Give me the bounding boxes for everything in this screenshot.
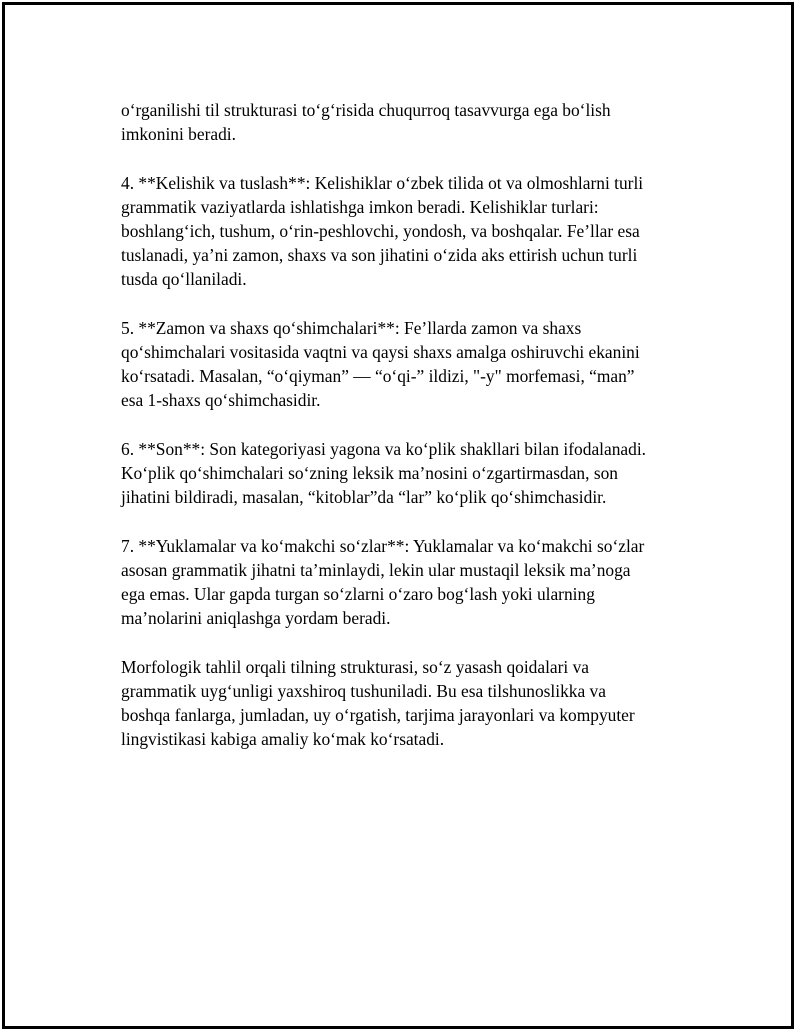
page-frame — [2, 2, 794, 1029]
text-line: tusda qo‘llaniladi. — [121, 269, 247, 290]
document-body — [121, 98, 696, 776]
paragraph-item-7 — [121, 534, 696, 631]
text-line: boshlang‘ich, tushum, o‘rin-peshlovchi, yondosh, va boshqalar. Fe’llar esa — [121, 221, 640, 241]
text-line: o‘rganilishi til strukturasi to‘g‘risida chuqurroq tasavvurga ega bo‘lish — [121, 100, 611, 120]
text-line: lingvistikasi kabiga amaliy ko‘mak ko‘rsatadi. — [121, 729, 445, 750]
paragraph-item-4 — [121, 171, 696, 292]
text-line: Ko‘plik qo‘shimchalari so‘zning leksik ma’nosini o‘zgartirmasdan, son — [121, 463, 618, 483]
text-line: ega emas. Ular gapda turgan so‘zlarni o‘zaro bog‘lash yoki ularning — [121, 584, 595, 604]
text-line: 4. **Kelishik va tuslash**: Kelishiklar o‘zbek tilida ot va olmoshlarni turli — [121, 172, 644, 193]
text-line: tuslanadi, ya’ni zamon, shaxs va son jihatini o‘zida aks ettirish uchun turli — [121, 245, 638, 266]
text-line: qo‘shimchalari vositasida vaqtni va qaysi shaxs amalga oshiruvchi ekanini — [121, 342, 640, 362]
text-line: asosan grammatik jihatni ta’minlaydi, lekin ular mustaqil leksik ma’noga — [121, 559, 631, 580]
text-line: imkonini beradi. — [121, 124, 236, 145]
text-line: esa 1-shaxs qo‘shimchasidir. — [121, 390, 321, 411]
text-line: grammatik uyg‘unligi yaxshiroq tushuniladi. Bu esa tilshunoslikka va — [121, 680, 606, 701]
paragraph-intro-continuation — [121, 98, 696, 146]
paragraph-item-5 — [121, 316, 696, 413]
paragraph-item-6 — [121, 437, 696, 510]
text-line: Morfologik tahlil orqali tilning strukturasi, so‘z yasash qoidalari va — [121, 656, 590, 677]
paragraph-conclusion — [121, 655, 696, 752]
text-line: ma’nolarini aniqlashga yordam beradi. — [121, 608, 391, 629]
text-line: ko‘rsatadi. Masalan, “o‘qiyman” — “o‘qi-” ildizi, "-y" morfemasi, “man” — [121, 366, 635, 387]
text-line: grammatik vaziyatlarda ishlatishga imkon beradi. Kelishiklar turlari: — [121, 196, 599, 217]
text-line: jihatini bildiradi, masalan, “kitoblar”da “lar” ko‘plik qo‘shimchasidir. — [121, 487, 607, 508]
text-line: boshqa fanlarga, jumladan, uy o‘rgatish, tarjima jarayonlari va kompyuter — [121, 705, 635, 725]
text-line: 6. **Son**: Son kategoriyasi yagona va ko‘plik shakllari bilan ifodalanadi. — [121, 438, 646, 459]
text-line: 5. **Zamon va shaxs qo‘shimchalari**: Fe’llarda zamon va shaxs — [121, 317, 582, 338]
text-line: 7. **Yuklamalar va ko‘makchi so‘zlar**: Yuklamalar va ko‘makchi so‘zlar — [121, 535, 645, 556]
